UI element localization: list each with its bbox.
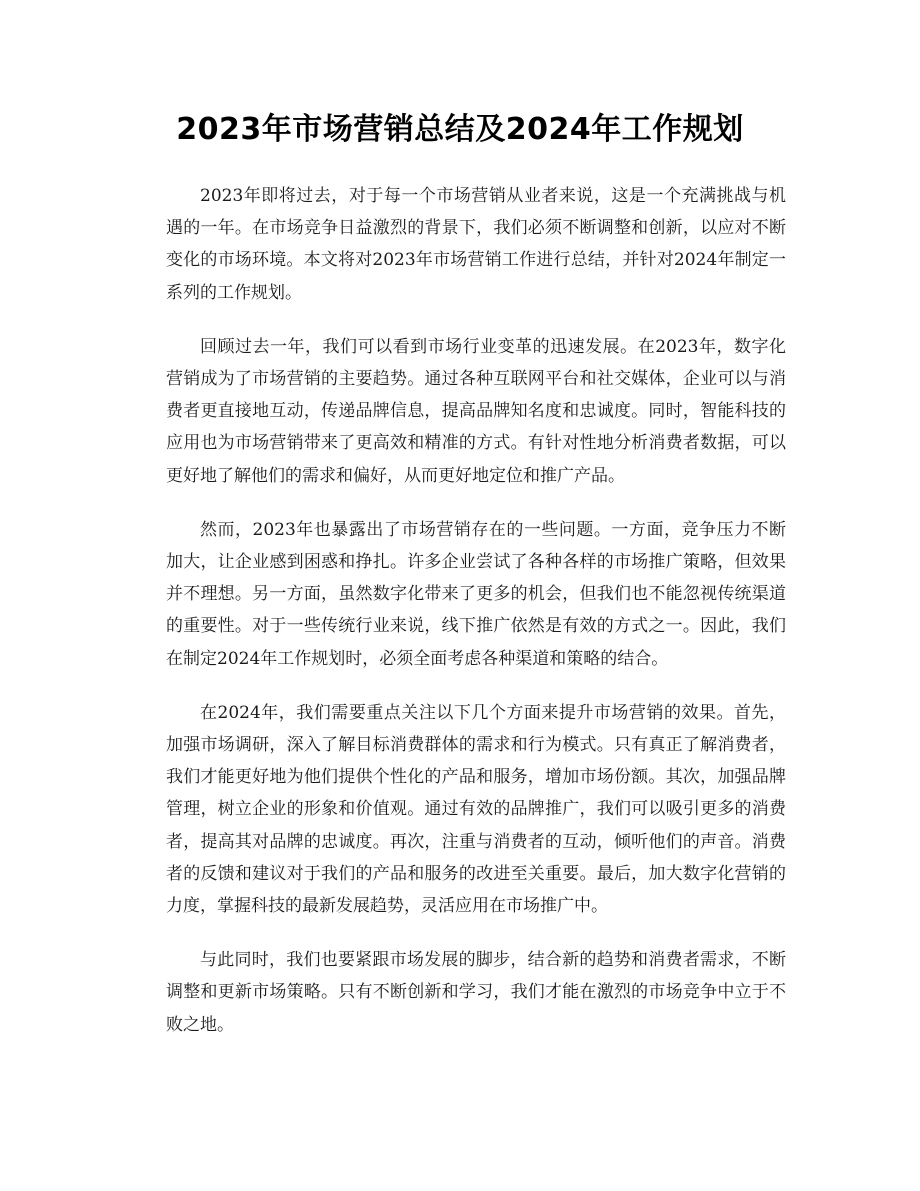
paragraph-1: 2023年即将过去，对于每一个市场营销从业者来说，这是一个充满挑战与机遇的一年。在市场竞争日益激烈的背景下，我们必须不断调整和创新，以应对不断变化的市场环境。本文将对2023年市场营销工作进行总结，并针对2024年制定一系列的工作规划。 [166,186,786,303]
paragraph-3: 然而，2023年也暴露出了市场营销存在的一些问题。一方面，竞争压力不断加大，让企业感到困惑和挣扎。许多企业尝试了各种各样的市场推广策略，但效果并不理想。另一方面，虽然数字化带来了更多的机会，但我们也不能忽视传统渠道的重要性。对于一些传统行业来说，线下推广依然是有效的方式之一。因此，我们在制定2024年工作规划时，必须全面考虑各种渠道和策略的结合。 [166,519,786,669]
document-title: 2023年市场营销总结及2024年工作规划 [176,112,744,147]
paragraph-2: 回顾过去一年，我们可以看到市场行业变革的迅速发展。在2023年，数字化营销成为了市场营销的主要趋势。通过各种互联网平台和社交媒体，企业可以与消费者更直接地互动，传递品牌信息，提高品牌知名度和忠诚度。同时，智能科技的应用也为市场营销带来了更高效和精准的方式。有针对性地分析消费者数据，可以更好地了解他们的需求和偏好，从而更好地定位和推广产品。 [166,336,786,486]
paragraph-5: 与此同时，我们也要紧跟市场发展的脚步，结合新的趋势和消费者需求，不断调整和更新市场策略。只有不断创新和学习，我们才能在激烈的市场竞争中立于不败之地。 [166,950,786,1035]
paragraph-4: 在2024年，我们需要重点关注以下几个方面来提升市场营销的效果。首先，加强市场调研，深入了解目标消费群体的需求和行为模式。只有真正了解消费者，我们才能更好地为他们提供个性化的产品和服务，增加市场份额。其次，加强品牌管理，树立企业的形象和价值观。通过有效的品牌推广，我们可以吸引更多的消费者，提高其对品牌的忠诚度。再次，注重与消费者的互动，倾听他们的声音。消费者的反馈和建议对于我们的产品和服务的改进至关重要。最后，加大数字化营销的力度，掌握科技的最新发展趋势，灵活应用在市场推广中。 [166,702,786,917]
document-body [166,180,786,1063]
